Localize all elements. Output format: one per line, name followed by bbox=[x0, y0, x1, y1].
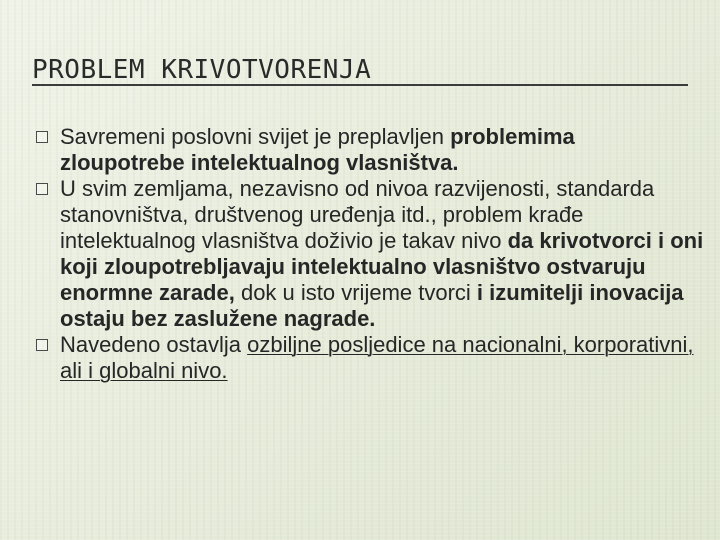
bullet-item-2 bbox=[36, 176, 704, 332]
bullet-list bbox=[36, 124, 704, 384]
bullet-2-text-part-3: dok u isto vrijeme tvorci bbox=[234, 280, 477, 305]
bullet-1-text-part-2: problemima zloupotrebe intelektualnog vlasništva. bbox=[60, 124, 575, 175]
bullet-2-text-part-2: da krivotvorci i oni koji zloupotrebljavaju intelektualno vlasništvo ostvaruju enormne zarade, bbox=[60, 228, 704, 305]
title-underline bbox=[32, 84, 688, 86]
bullet-item-1 bbox=[36, 124, 704, 176]
square-bullet-icon bbox=[36, 183, 48, 195]
slide-title: PROBLEM KRIVOTVORENJA bbox=[32, 55, 372, 85]
square-bullet-icon bbox=[36, 131, 48, 143]
bullet-3-text-part-1: Navedeno ostavlja bbox=[60, 332, 248, 357]
bullet-1-text-part-1: Savremeni poslovni svijet je preplavljen bbox=[60, 124, 451, 149]
bullet-2-text-part-1: U svim zemljama, nezavisno od nivoa razvijenosti, standarda stanovništva, društvenog uređenja itd., problem krađe intelektualnog vlasništva doživio je takav nivo bbox=[60, 176, 655, 253]
bullet-3-text-part-2: ozbiljne posljedice na nacionalni, korporativni, ali i globalni nivo. bbox=[60, 332, 694, 383]
square-bullet-icon bbox=[36, 339, 48, 351]
bullet-item-3 bbox=[36, 332, 704, 384]
bullet-2-text-part-4: i izumitelji inovacija ostaju bez zaslužene nagrade. bbox=[60, 280, 684, 331]
